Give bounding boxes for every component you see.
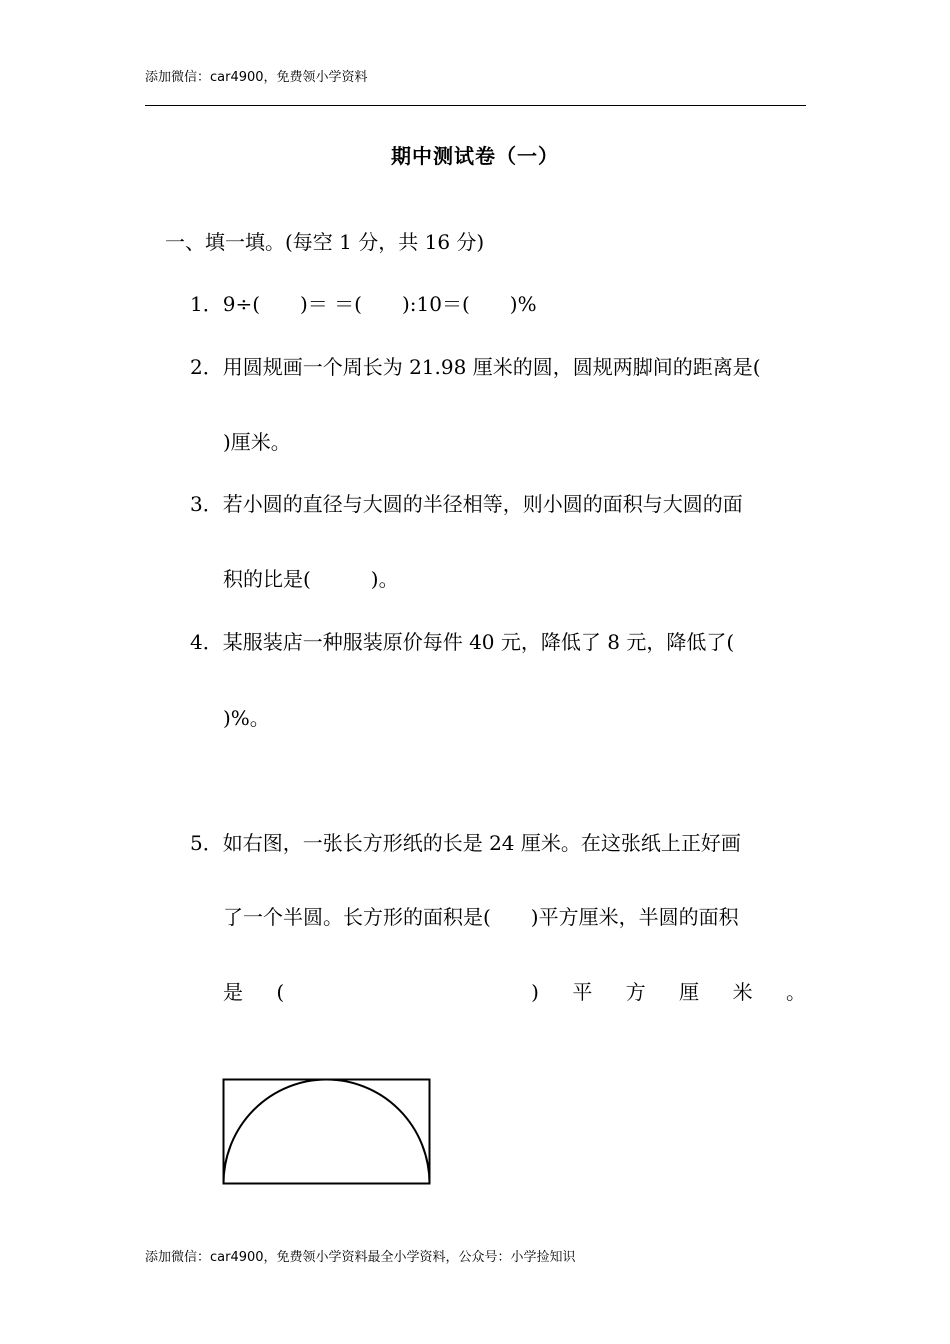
section-heading-fill-in: 一、填一填。(每空 1 分，共 16 分) — [165, 230, 485, 254]
q5-char: 厘 — [679, 980, 700, 1004]
semicircle-shape — [224, 1080, 430, 1184]
question-3-line-2: 积的比是( )。 — [223, 567, 399, 591]
rectangle-shape — [224, 1080, 430, 1184]
question-4-line-2: )%。 — [223, 706, 270, 730]
header-note: 添加微信：car4900，免费领小学资料 — [145, 70, 368, 85]
question-2-line-2: )厘米。 — [223, 430, 291, 454]
question-1: 1．9÷( )＝ ＝( ):10＝( )% — [190, 292, 537, 316]
question-5-line-1: 5．如右图，一张长方形纸的长是 24 厘米。在这张纸上正好画 — [190, 831, 741, 855]
page-title: 期中测试卷（一） — [391, 144, 559, 168]
question-4-line-1: 4．某服装店一种服装原价每件 40 元，降低了 8 元，降低了( — [190, 630, 735, 654]
question-5-line-2: 了一个半圆。长方形的面积是( )平方厘米，半圆的面积 — [223, 905, 739, 929]
q5-char: 是 — [223, 980, 243, 1004]
q5-char: 方 — [625, 980, 646, 1004]
rectangle-semicircle-figure — [222, 1078, 432, 1186]
q5-char: 平 — [572, 980, 593, 1004]
q5-char: 。 — [786, 980, 806, 1004]
header-divider — [145, 105, 806, 106]
question-3-line-1: 3．若小圆的直径与大圆的半径相等，则小圆的面积与大圆的面 — [190, 492, 743, 516]
q5-char: 米 — [732, 980, 753, 1004]
question-5-line-3 — [223, 978, 806, 1006]
q5-close-paren: ) — [531, 980, 539, 1004]
question-2-line-1: 2．用圆规画一个周长为 21.98 厘米的圆，圆规两脚间的距离是( — [190, 355, 761, 379]
q5-blank — [318, 978, 498, 1006]
footer-note: 添加微信：car4900，免费领小学资料最全小学资料，公众号：小学捡知识 — [145, 1250, 576, 1265]
q5-open-paren: ( — [276, 980, 285, 1004]
